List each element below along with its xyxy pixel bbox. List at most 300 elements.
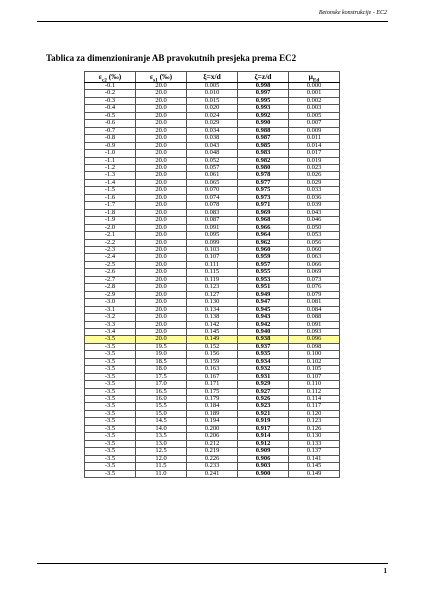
table-row (85, 425, 340, 432)
cell-zeta: 0.937 (238, 343, 289, 350)
cell-zeta: 0.966 (238, 224, 289, 231)
cell-zeta: 0.998 (238, 83, 289, 90)
cell-steel-strain: 20.0 (136, 179, 187, 186)
cell-zeta: 0.962 (238, 239, 289, 246)
cell-mu: 0.000 (289, 83, 340, 90)
dimensioning-table (84, 71, 340, 478)
cell-zeta: 0.906 (238, 455, 289, 462)
table-row (85, 209, 340, 216)
cell-steel-strain: 20.0 (136, 276, 187, 283)
table-row (85, 254, 340, 261)
cell-zeta: 0.923 (238, 403, 289, 410)
table-row (85, 105, 340, 112)
cell-concrete-strain: -1.0 (85, 150, 136, 157)
cell-zeta: 0.971 (238, 202, 289, 209)
cell-mu: 0.002 (289, 97, 340, 104)
cell-zeta: 0.919 (238, 418, 289, 425)
cell-steel-strain: 20.0 (136, 254, 187, 261)
cell-mu: 0.009 (289, 127, 340, 134)
cell-zeta: 0.993 (238, 105, 289, 112)
cell-zeta: 0.940 (238, 328, 289, 335)
cell-zeta: 0.942 (238, 321, 289, 328)
table-row (85, 232, 340, 239)
cell-steel-strain: 20.0 (136, 239, 187, 246)
cell-xi: 0.111 (187, 261, 238, 268)
cell-concrete-strain: -1.6 (85, 194, 136, 201)
cell-xi: 0.241 (187, 470, 238, 477)
cell-xi: 0.175 (187, 388, 238, 395)
cell-concrete-strain: -3.5 (85, 448, 136, 455)
table-row (85, 90, 340, 97)
table-row (85, 239, 340, 246)
table-row (85, 381, 340, 388)
cell-steel-strain: 20.0 (136, 291, 187, 298)
cell-xi: 0.200 (187, 425, 238, 432)
cell-xi: 0.206 (187, 433, 238, 440)
cell-zeta: 0.917 (238, 425, 289, 432)
table-row (85, 366, 340, 373)
cell-concrete-strain: -2.2 (85, 239, 136, 246)
cell-xi: 0.038 (187, 135, 238, 142)
table-row (85, 328, 340, 335)
cell-mu: 0.114 (289, 396, 340, 403)
cell-mu: 0.093 (289, 328, 340, 335)
cell-zeta: 0.935 (238, 351, 289, 358)
table-row (85, 373, 340, 380)
cell-steel-strain: 16.5 (136, 388, 187, 395)
cell-concrete-strain: -2.6 (85, 269, 136, 276)
cell-mu: 0.096 (289, 336, 340, 343)
cell-zeta: 0.957 (238, 261, 289, 268)
cell-steel-strain: 20.0 (136, 202, 187, 209)
cell-xi: 0.159 (187, 358, 238, 365)
cell-zeta: 0.987 (238, 135, 289, 142)
cell-steel-strain: 17.0 (136, 381, 187, 388)
cell-zeta: 0.982 (238, 157, 289, 164)
cell-mu: 0.076 (289, 284, 340, 291)
cell-xi: 0.087 (187, 217, 238, 224)
cell-xi: 0.078 (187, 202, 238, 209)
cell-concrete-strain: -2.5 (85, 261, 136, 268)
cell-steel-strain: 20.0 (136, 112, 187, 119)
cell-mu: 0.100 (289, 351, 340, 358)
cell-mu: 0.060 (289, 246, 340, 253)
cell-steel-strain: 20.0 (136, 246, 187, 253)
cell-steel-strain: 20.0 (136, 90, 187, 97)
cell-concrete-strain: -1.9 (85, 217, 136, 224)
cell-concrete-strain: -3.5 (85, 343, 136, 350)
cell-mu: 0.046 (289, 217, 340, 224)
table-row (85, 194, 340, 201)
cell-mu: 0.053 (289, 232, 340, 239)
cell-steel-strain: 20.0 (136, 194, 187, 201)
cell-xi: 0.024 (187, 112, 238, 119)
cell-mu: 0.073 (289, 276, 340, 283)
table-row (85, 142, 340, 149)
cell-xi: 0.015 (187, 97, 238, 104)
cell-concrete-strain: -3.5 (85, 418, 136, 425)
cell-xi: 0.152 (187, 343, 238, 350)
cell-steel-strain: 20.0 (136, 217, 187, 224)
page-title: Tablica za dimenzioniranje AB pravokutnih presjeka prema EC2 (46, 53, 297, 63)
cell-steel-strain: 18.5 (136, 358, 187, 365)
cell-mu: 0.026 (289, 172, 340, 179)
cell-concrete-strain: -3.5 (85, 455, 136, 462)
cell-mu: 0.001 (289, 90, 340, 97)
cell-mu: 0.130 (289, 433, 340, 440)
table-row (85, 83, 340, 90)
cell-concrete-strain: -0.2 (85, 90, 136, 97)
cell-mu: 0.105 (289, 366, 340, 373)
table-body (85, 83, 340, 478)
cell-mu: 0.091 (289, 321, 340, 328)
cell-xi: 0.179 (187, 396, 238, 403)
cell-xi: 0.167 (187, 373, 238, 380)
cell-concrete-strain: -2.1 (85, 232, 136, 239)
cell-mu: 0.079 (289, 291, 340, 298)
cell-xi: 0.065 (187, 179, 238, 186)
cell-concrete-strain: -3.3 (85, 321, 136, 328)
col-header-xi: ξ=x/d (187, 72, 238, 83)
cell-steel-strain: 13.5 (136, 433, 187, 440)
cell-zeta: 0.927 (238, 388, 289, 395)
cell-steel-strain: 11.0 (136, 470, 187, 477)
cell-steel-strain: 20.0 (136, 83, 187, 90)
cell-xi: 0.095 (187, 232, 238, 239)
cell-zeta: 0.977 (238, 179, 289, 186)
cell-mu: 0.069 (289, 269, 340, 276)
cell-xi: 0.070 (187, 187, 238, 194)
cell-steel-strain: 17.5 (136, 373, 187, 380)
cell-mu: 0.029 (289, 179, 340, 186)
table-row (85, 246, 340, 253)
table-row (85, 314, 340, 321)
cell-xi: 0.052 (187, 157, 238, 164)
cell-xi: 0.156 (187, 351, 238, 358)
table-row (85, 455, 340, 462)
table-row (85, 135, 340, 142)
cell-concrete-strain: -3.5 (85, 373, 136, 380)
table-row (85, 388, 340, 395)
cell-concrete-strain: -3.5 (85, 388, 136, 395)
cell-steel-strain: 15.5 (136, 403, 187, 410)
cell-mu: 0.145 (289, 463, 340, 470)
cell-concrete-strain: -2.8 (85, 284, 136, 291)
cell-steel-strain: 20.0 (136, 336, 187, 343)
cell-steel-strain: 20.0 (136, 299, 187, 306)
table-row (85, 433, 340, 440)
cell-xi: 0.061 (187, 172, 238, 179)
cell-xi: 0.189 (187, 410, 238, 417)
cell-steel-strain: 12.0 (136, 455, 187, 462)
cell-zeta: 0.934 (238, 358, 289, 365)
cell-xi: 0.142 (187, 321, 238, 328)
cell-zeta: 0.912 (238, 440, 289, 447)
cell-steel-strain: 20.0 (136, 172, 187, 179)
table-row (85, 299, 340, 306)
cell-mu: 0.063 (289, 254, 340, 261)
cell-mu: 0.133 (289, 440, 340, 447)
cell-steel-strain: 20.0 (136, 269, 187, 276)
table-row (85, 276, 340, 283)
table-row (85, 396, 340, 403)
cell-mu: 0.098 (289, 343, 340, 350)
table-row (85, 410, 340, 417)
cell-zeta: 0.903 (238, 463, 289, 470)
cell-concrete-strain: -3.5 (85, 358, 136, 365)
cell-mu: 0.007 (289, 120, 340, 127)
cell-concrete-strain: -3.5 (85, 366, 136, 373)
cell-zeta: 0.951 (238, 284, 289, 291)
cell-concrete-strain: -1.2 (85, 164, 136, 171)
cell-xi: 0.138 (187, 314, 238, 321)
cell-steel-strain: 20.0 (136, 314, 187, 321)
cell-concrete-strain: -3.0 (85, 299, 136, 306)
cell-xi: 0.145 (187, 328, 238, 335)
cell-zeta: 0.949 (238, 291, 289, 298)
cell-concrete-strain: -3.5 (85, 425, 136, 432)
table-row (85, 150, 340, 157)
cell-zeta: 0.931 (238, 373, 289, 380)
cell-mu: 0.019 (289, 157, 340, 164)
cell-steel-strain: 20.0 (136, 284, 187, 291)
cell-zeta: 0.921 (238, 410, 289, 417)
cell-steel-strain: 20.0 (136, 306, 187, 313)
table-row (85, 179, 340, 186)
cell-xi: 0.226 (187, 455, 238, 462)
cell-concrete-strain: -2.7 (85, 276, 136, 283)
cell-steel-strain: 20.0 (136, 150, 187, 157)
cell-mu: 0.003 (289, 105, 340, 112)
cell-concrete-strain: -1.4 (85, 179, 136, 186)
cell-xi: 0.057 (187, 164, 238, 171)
col-header-steel-strain: $\varepsilon_{s1}$ (‰) (136, 72, 187, 83)
cell-steel-strain: 13.0 (136, 440, 187, 447)
cell-xi: 0.130 (187, 299, 238, 306)
cell-mu: 0.123 (289, 418, 340, 425)
cell-mu: 0.056 (289, 239, 340, 246)
cell-mu: 0.043 (289, 209, 340, 216)
table-row (85, 97, 340, 104)
cell-concrete-strain: -0.8 (85, 135, 136, 142)
cell-concrete-strain: -3.4 (85, 328, 136, 335)
cell-concrete-strain: -3.5 (85, 463, 136, 470)
running-header: Betonske konstrukcije - EC2 (318, 10, 387, 16)
col-header-mu: $\mu_{Ed}$ (289, 72, 340, 83)
cell-xi: 0.194 (187, 418, 238, 425)
cell-xi: 0.099 (187, 239, 238, 246)
cell-steel-strain: 20.0 (136, 120, 187, 127)
cell-mu: 0.017 (289, 150, 340, 157)
cell-xi: 0.005 (187, 83, 238, 90)
cell-mu: 0.107 (289, 373, 340, 380)
cell-concrete-strain: -2.0 (85, 224, 136, 231)
cell-zeta: 0.900 (238, 470, 289, 477)
table-row (85, 172, 340, 179)
cell-xi: 0.149 (187, 336, 238, 343)
table-row (85, 224, 340, 231)
cell-concrete-strain: -3.5 (85, 403, 136, 410)
cell-concrete-strain: -2.3 (85, 246, 136, 253)
cell-zeta: 0.973 (238, 194, 289, 201)
cell-concrete-strain: -3.5 (85, 351, 136, 358)
cell-concrete-strain: -0.4 (85, 105, 136, 112)
cell-mu: 0.102 (289, 358, 340, 365)
table-row (85, 440, 340, 447)
cell-mu: 0.149 (289, 470, 340, 477)
cell-steel-strain: 18.0 (136, 366, 187, 373)
cell-zeta: 0.959 (238, 254, 289, 261)
page-number: 1 (383, 567, 387, 575)
table-row (85, 261, 340, 268)
table-row (85, 463, 340, 470)
cell-steel-strain: 19.0 (136, 351, 187, 358)
table-row (85, 120, 340, 127)
cell-mu: 0.137 (289, 448, 340, 455)
cell-steel-strain: 12.5 (136, 448, 187, 455)
cell-zeta: 0.953 (238, 276, 289, 283)
col-header-concrete-strain: $\varepsilon_{c2}$ (‰) (85, 72, 136, 83)
cell-mu: 0.110 (289, 381, 340, 388)
cell-xi: 0.107 (187, 254, 238, 261)
cell-mu: 0.084 (289, 306, 340, 313)
cell-zeta: 0.978 (238, 172, 289, 179)
cell-zeta: 0.943 (238, 314, 289, 321)
cell-zeta: 0.995 (238, 97, 289, 104)
cell-concrete-strain: -0.9 (85, 142, 136, 149)
cell-zeta: 0.964 (238, 232, 289, 239)
cell-zeta: 0.929 (238, 381, 289, 388)
cell-concrete-strain: -0.3 (85, 97, 136, 104)
cell-concrete-strain: -3.5 (85, 396, 136, 403)
cell-steel-strain: 20.0 (136, 105, 187, 112)
footer-divider (37, 563, 388, 564)
table-row (85, 448, 340, 455)
cell-concrete-strain: -1.1 (85, 157, 136, 164)
cell-xi: 0.119 (187, 276, 238, 283)
table-row (85, 418, 340, 425)
table-row (85, 470, 340, 477)
cell-zeta: 0.975 (238, 187, 289, 194)
cell-zeta: 0.969 (238, 209, 289, 216)
cell-concrete-strain: -3.5 (85, 433, 136, 440)
cell-concrete-strain: -0.1 (85, 83, 136, 90)
cell-mu: 0.081 (289, 299, 340, 306)
cell-concrete-strain: -2.4 (85, 254, 136, 261)
table-row (85, 269, 340, 276)
cell-zeta: 0.926 (238, 396, 289, 403)
cell-steel-strain: 20.0 (136, 321, 187, 328)
cell-steel-strain: 15.0 (136, 410, 187, 417)
cell-mu: 0.117 (289, 403, 340, 410)
cell-steel-strain: 20.0 (136, 328, 187, 335)
cell-steel-strain: 14.5 (136, 418, 187, 425)
cell-zeta: 0.997 (238, 90, 289, 97)
cell-zeta: 0.990 (238, 120, 289, 127)
cell-mu: 0.088 (289, 314, 340, 321)
cell-steel-strain: 20.0 (136, 142, 187, 149)
cell-xi: 0.034 (187, 127, 238, 134)
cell-mu: 0.033 (289, 187, 340, 194)
cell-mu: 0.023 (289, 164, 340, 171)
table-row (85, 403, 340, 410)
cell-concrete-strain: -0.7 (85, 127, 136, 134)
cell-mu: 0.005 (289, 112, 340, 119)
table-row (85, 284, 340, 291)
table-row (85, 157, 340, 164)
cell-xi: 0.091 (187, 224, 238, 231)
cell-zeta: 0.960 (238, 246, 289, 253)
cell-steel-strain: 20.0 (136, 209, 187, 216)
cell-zeta: 0.909 (238, 448, 289, 455)
cell-steel-strain: 20.0 (136, 135, 187, 142)
table-row (85, 343, 340, 350)
cell-xi: 0.219 (187, 448, 238, 455)
cell-concrete-strain: -3.5 (85, 440, 136, 447)
cell-concrete-strain: -0.6 (85, 120, 136, 127)
cell-concrete-strain: -0.5 (85, 112, 136, 119)
table-row (85, 127, 340, 134)
cell-mu: 0.066 (289, 261, 340, 268)
table-row (85, 291, 340, 298)
cell-mu: 0.050 (289, 224, 340, 231)
cell-mu: 0.126 (289, 425, 340, 432)
cell-steel-strain: 16.0 (136, 396, 187, 403)
cell-xi: 0.043 (187, 142, 238, 149)
cell-concrete-strain: -3.1 (85, 306, 136, 313)
cell-xi: 0.163 (187, 366, 238, 373)
cell-xi: 0.115 (187, 269, 238, 276)
cell-steel-strain: 20.0 (136, 232, 187, 239)
cell-xi: 0.048 (187, 150, 238, 157)
table-row (85, 306, 340, 313)
table-header-row (85, 72, 340, 83)
cell-xi: 0.134 (187, 306, 238, 313)
cell-concrete-strain: -3.5 (85, 410, 136, 417)
cell-steel-strain: 20.0 (136, 97, 187, 104)
cell-xi: 0.020 (187, 105, 238, 112)
table-row (85, 351, 340, 358)
table-row (85, 358, 340, 365)
cell-mu: 0.120 (289, 410, 340, 417)
cell-steel-strain: 20.0 (136, 224, 187, 231)
cell-mu: 0.039 (289, 202, 340, 209)
table-row-highlighted (85, 336, 340, 343)
cell-zeta: 0.955 (238, 269, 289, 276)
cell-concrete-strain: -3.5 (85, 470, 136, 477)
cell-xi: 0.103 (187, 246, 238, 253)
cell-mu: 0.014 (289, 142, 340, 149)
table-row (85, 202, 340, 209)
cell-zeta: 0.914 (238, 433, 289, 440)
cell-steel-strain: 14.0 (136, 425, 187, 432)
cell-xi: 0.074 (187, 194, 238, 201)
header-divider (37, 21, 388, 22)
table-row (85, 164, 340, 171)
cell-xi: 0.029 (187, 120, 238, 127)
cell-zeta: 0.992 (238, 112, 289, 119)
cell-concrete-strain: -3.5 (85, 381, 136, 388)
cell-xi: 0.010 (187, 90, 238, 97)
cell-concrete-strain: -3.2 (85, 314, 136, 321)
cell-concrete-strain: -2.9 (85, 291, 136, 298)
col-header-zeta: ζ=z/d (238, 72, 289, 83)
cell-xi: 0.233 (187, 463, 238, 470)
cell-zeta: 0.932 (238, 366, 289, 373)
cell-concrete-strain: -1.3 (85, 172, 136, 179)
cell-zeta: 0.980 (238, 164, 289, 171)
cell-steel-strain: 20.0 (136, 164, 187, 171)
